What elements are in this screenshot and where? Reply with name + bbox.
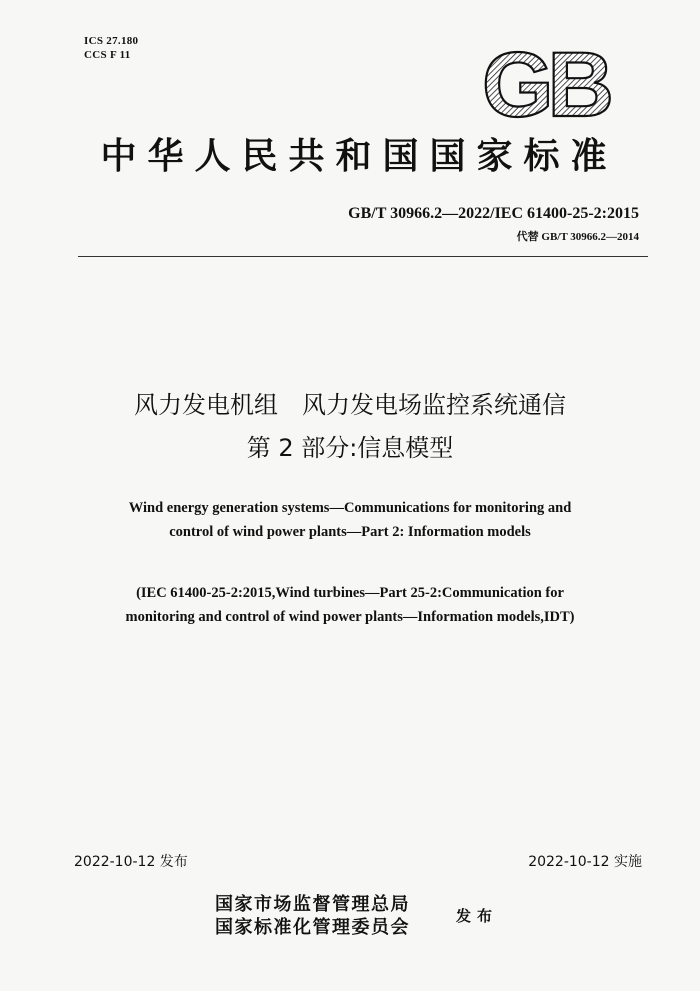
gb-logo xyxy=(470,42,620,122)
title-en-line2: control of wind power plants—Part 2: Information models xyxy=(169,524,531,540)
issuing-authorities xyxy=(215,893,410,939)
issue-action: 发布 xyxy=(456,907,499,925)
national-standard-title: 中华人民共和国国家标准 xyxy=(100,135,618,177)
title-zh-line1: 风力发电机组 风力发电场监控系统通信 xyxy=(134,391,566,419)
equivalent-line2: monitoring and control of wind power plants—Information models,IDT) xyxy=(125,609,575,625)
equivalent-line1: (IEC 61400-25-2:2015,Wind turbines—Part 25-2:Communication for xyxy=(136,585,564,601)
ics-code: ICS 27.180 xyxy=(84,35,139,47)
issuer-samr: 国家市场监督管理总局 xyxy=(215,894,410,915)
replaces-note: 代替 GB/T 30966.2—2014 xyxy=(516,231,639,243)
implementation-date: 2022-10-12 实施 xyxy=(528,854,642,870)
header-divider xyxy=(78,256,648,257)
issuer-sac: 国家标准化管理委员会 xyxy=(215,917,410,938)
gb-logo-text: GB xyxy=(482,42,608,122)
ccs-code: CCS F 11 xyxy=(84,49,131,61)
issue-date: 2022-10-12 发布 xyxy=(74,854,188,870)
standard-number: GB/T 30966.2—2022/IEC 61400-25-2:2015 xyxy=(348,205,639,222)
classification-codes xyxy=(84,34,138,62)
title-zh-line2: 第 2 部分:信息模型 xyxy=(246,434,454,462)
title-en-line1: Wind energy generation systems—Communications for monitoring and xyxy=(128,500,572,516)
